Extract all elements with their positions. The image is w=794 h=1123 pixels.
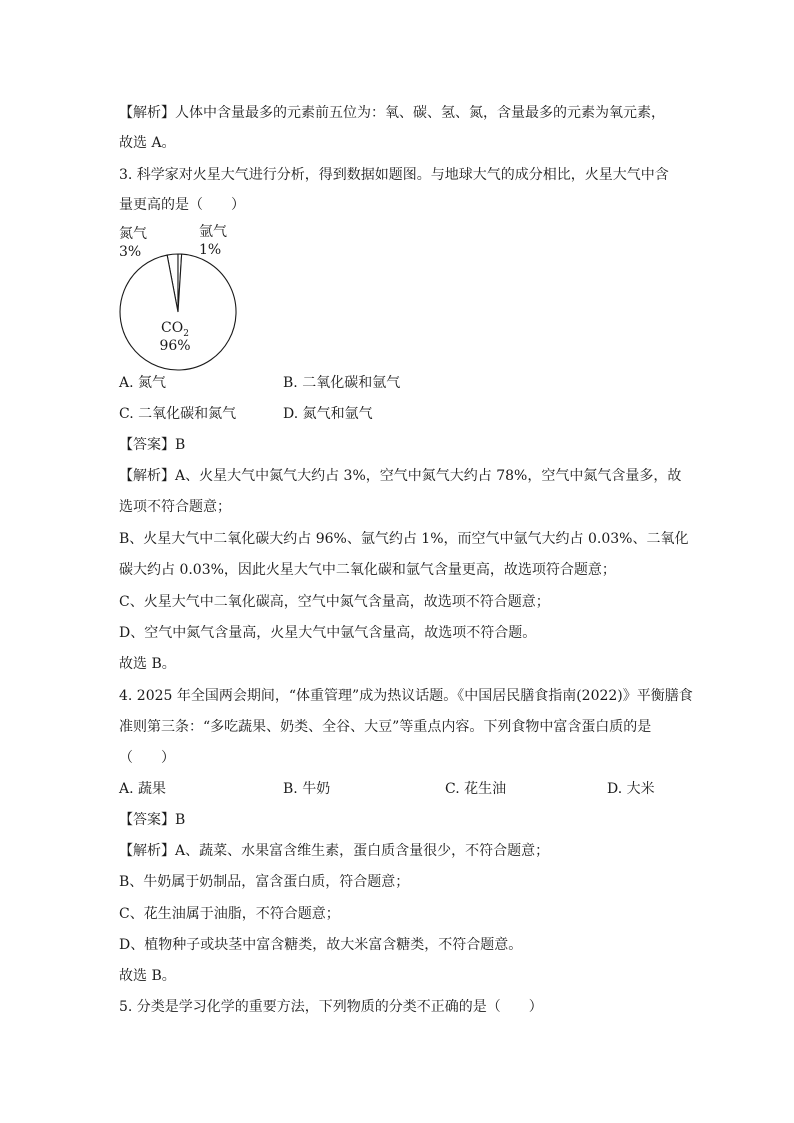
q3-analysis-line-5: C、火星大气中二氧化碳高，空气中氮气含量高，故选项不符合题意； xyxy=(119,594,550,610)
q3-option-a[interactable]: A. 氮气 xyxy=(119,375,167,391)
pie-label-n2-value: 3% xyxy=(119,244,142,260)
q4-analysis-line-5: 故选 B。 xyxy=(119,968,176,984)
q4-option-b[interactable]: B. 牛奶 xyxy=(283,781,331,797)
prev-analysis-line-2: 故选 A。 xyxy=(119,135,176,151)
q4-stem-line-3: （ ） xyxy=(119,750,175,766)
q3-analysis-line-3: B、火星大气中二氧化碳大约占 96%、氩气约占 1%，而空气中氩气大约占 0.03%、二氧化 xyxy=(119,531,689,547)
pie-label-ar-value: 1% xyxy=(199,242,222,258)
q4-analysis-line-3: C、花生油属于油脂，不符合题意； xyxy=(119,906,340,922)
q4-analysis-line-1: 【解析】A、蔬菜、水果富含维生素，蛋白质含量很少，不符合题意； xyxy=(119,843,550,859)
q3-analysis-line-7: 故选 B。 xyxy=(119,656,176,672)
q3-analysis-line-6: D、空气中氮气含量高，火星大气中氩气含量高，故选项不符合题。 xyxy=(119,625,537,641)
pie-label-co2-value: 96% xyxy=(159,338,191,354)
q4-stem-line-2: 准则第三条：“多吃蔬果、奶类、全谷、大豆”等重点内容。下列食物中富含蛋白质的是 xyxy=(119,719,652,735)
prev-analysis-line-1: 【解析】人体中含量最多的元素前五位为：氧、碳、氢、氮，含量最多的元素为氧元素， xyxy=(119,105,665,121)
q3-option-c[interactable]: C. 二氧化碳和氮气 xyxy=(119,406,237,422)
q3-analysis-line-1: 【解析】A、火星大气中氮气大约占 3%，空气中氮气大约占 78%，空气中氮气含量多，故 xyxy=(119,468,682,484)
pie-label-co2-name: $CO_2$ xyxy=(161,320,189,339)
q3-option-d[interactable]: D. 氮气和氩气 xyxy=(283,406,373,422)
q4-analysis-line-4: D、植物种子或块茎中富含糖类，故大米富含糖类，不符合题意。 xyxy=(119,937,523,953)
q3-stem-line-2: 量更高的是（ ） xyxy=(119,197,245,213)
q5-stem-line-1: 5. 分类是学习化学的重要方法，下列物质的分类不正确的是（ ） xyxy=(119,999,543,1015)
q4-option-d[interactable]: D. 大米 xyxy=(607,781,655,797)
q4-option-a[interactable]: A. 蔬果 xyxy=(119,781,167,797)
q4-answer: 【答案】B xyxy=(119,812,186,828)
q3-stem-line-1: 3. 科学家对火星大气进行分析，得到数据如题图。与地球大气的成分相比，火星大气中含 xyxy=(119,167,669,183)
q3-analysis-line-2: 选项不符合题意； xyxy=(119,499,231,515)
pie-label-ar-name: 氩气 xyxy=(199,224,227,240)
q4-stem-line-1: 4. 2025 年全国两会期间，“体重管理”成为热议话题。《中国居民膳食指南(2022)》平衡膳食 xyxy=(119,688,693,704)
q3-analysis-line-4: 碳大约占 0.03%，因此火星大气中二氧化碳和氩气含量更高，故选项符合题意； xyxy=(119,562,616,578)
q4-analysis-line-2: B、牛奶属于奶制品，富含蛋白质，符合题意； xyxy=(119,874,410,890)
q4-option-c[interactable]: C. 花生油 xyxy=(445,781,507,797)
q3-answer: 【答案】B xyxy=(119,437,186,453)
pie-chart xyxy=(115,222,245,372)
pie-label-n2-name: 氮气 xyxy=(119,226,147,242)
q3-option-b[interactable]: B. 二氧化碳和氩气 xyxy=(283,375,401,391)
